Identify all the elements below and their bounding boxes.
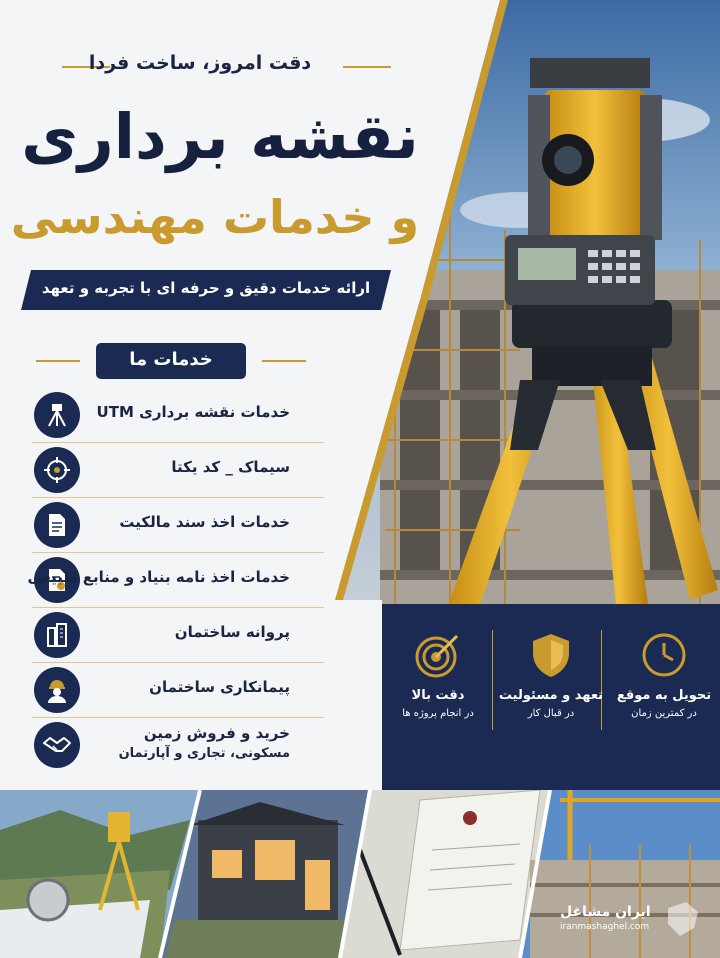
tagline: دقت امروز، ساخت فردا [88, 52, 312, 74]
feature-title: تحویل به موقع [616, 688, 712, 703]
feature-subtitle: در قبال کار [527, 708, 575, 719]
service-item-building-permit [32, 608, 324, 663]
feature-subtitle: در انجام پروژه ها [402, 708, 474, 719]
worker-icon [34, 667, 80, 713]
feature-subtitle: در کمترین زمان [631, 708, 697, 719]
service-label: خدمات اخذ نامه بنیاد و منابع طبیعی [27, 568, 290, 586]
buildings-icon [34, 612, 80, 658]
service-sublabel: مسکونی، تجاری و آپارتمان [118, 746, 290, 761]
service-item-simak [32, 443, 324, 498]
construction-photo [520, 790, 720, 958]
service-item-foundation-letter [27, 553, 324, 608]
feature-commitment [495, 604, 607, 790]
service-label: پیمانکاری ساختمان [149, 678, 290, 696]
service-item-contracting [32, 663, 324, 718]
features-band [382, 604, 720, 790]
service-label: خرید و فروش زمین [143, 724, 290, 742]
service-item-land-trade [32, 718, 324, 778]
shield-icon [526, 630, 576, 680]
tripod-icon [34, 392, 80, 438]
service-label: خدمات اخذ سند مالکیت [119, 513, 290, 531]
handshake-icon [34, 722, 80, 768]
watermark-url: iranmashaghel.com [560, 922, 650, 932]
services-heading: خدمات ما [129, 349, 213, 370]
feature-title: دقت بالا [411, 688, 465, 703]
total-station [505, 58, 662, 305]
service-item-utm [32, 388, 324, 443]
service-item-deed [32, 498, 324, 553]
bottom-photo-strip [0, 790, 720, 958]
clock-icon [639, 630, 689, 680]
dartboard-icon [413, 630, 463, 680]
feature-title: تعهد و مسئولیت [498, 688, 604, 703]
secondary-title: و خدمات مهندسی [10, 190, 420, 244]
documents-photo [340, 790, 550, 958]
deed-icon [34, 502, 80, 548]
feature-accuracy [382, 604, 494, 790]
service-label: خدمات نقشه برداری UTM [96, 403, 290, 421]
feature-on-time [608, 604, 720, 790]
subtitle: ارائه خدمات دقیق و حرفه ای با تجربه و تعهد [41, 279, 371, 297]
service-label: پروانه ساختمان [174, 623, 290, 641]
main-title: نقشه برداری [21, 100, 419, 173]
service-label: سیماک _ کد یکتا [171, 458, 290, 476]
services-line-left [36, 360, 80, 362]
watermark-name: ایران مشاغل [560, 904, 651, 920]
target-icon [34, 447, 80, 493]
services-line-right [262, 360, 306, 362]
